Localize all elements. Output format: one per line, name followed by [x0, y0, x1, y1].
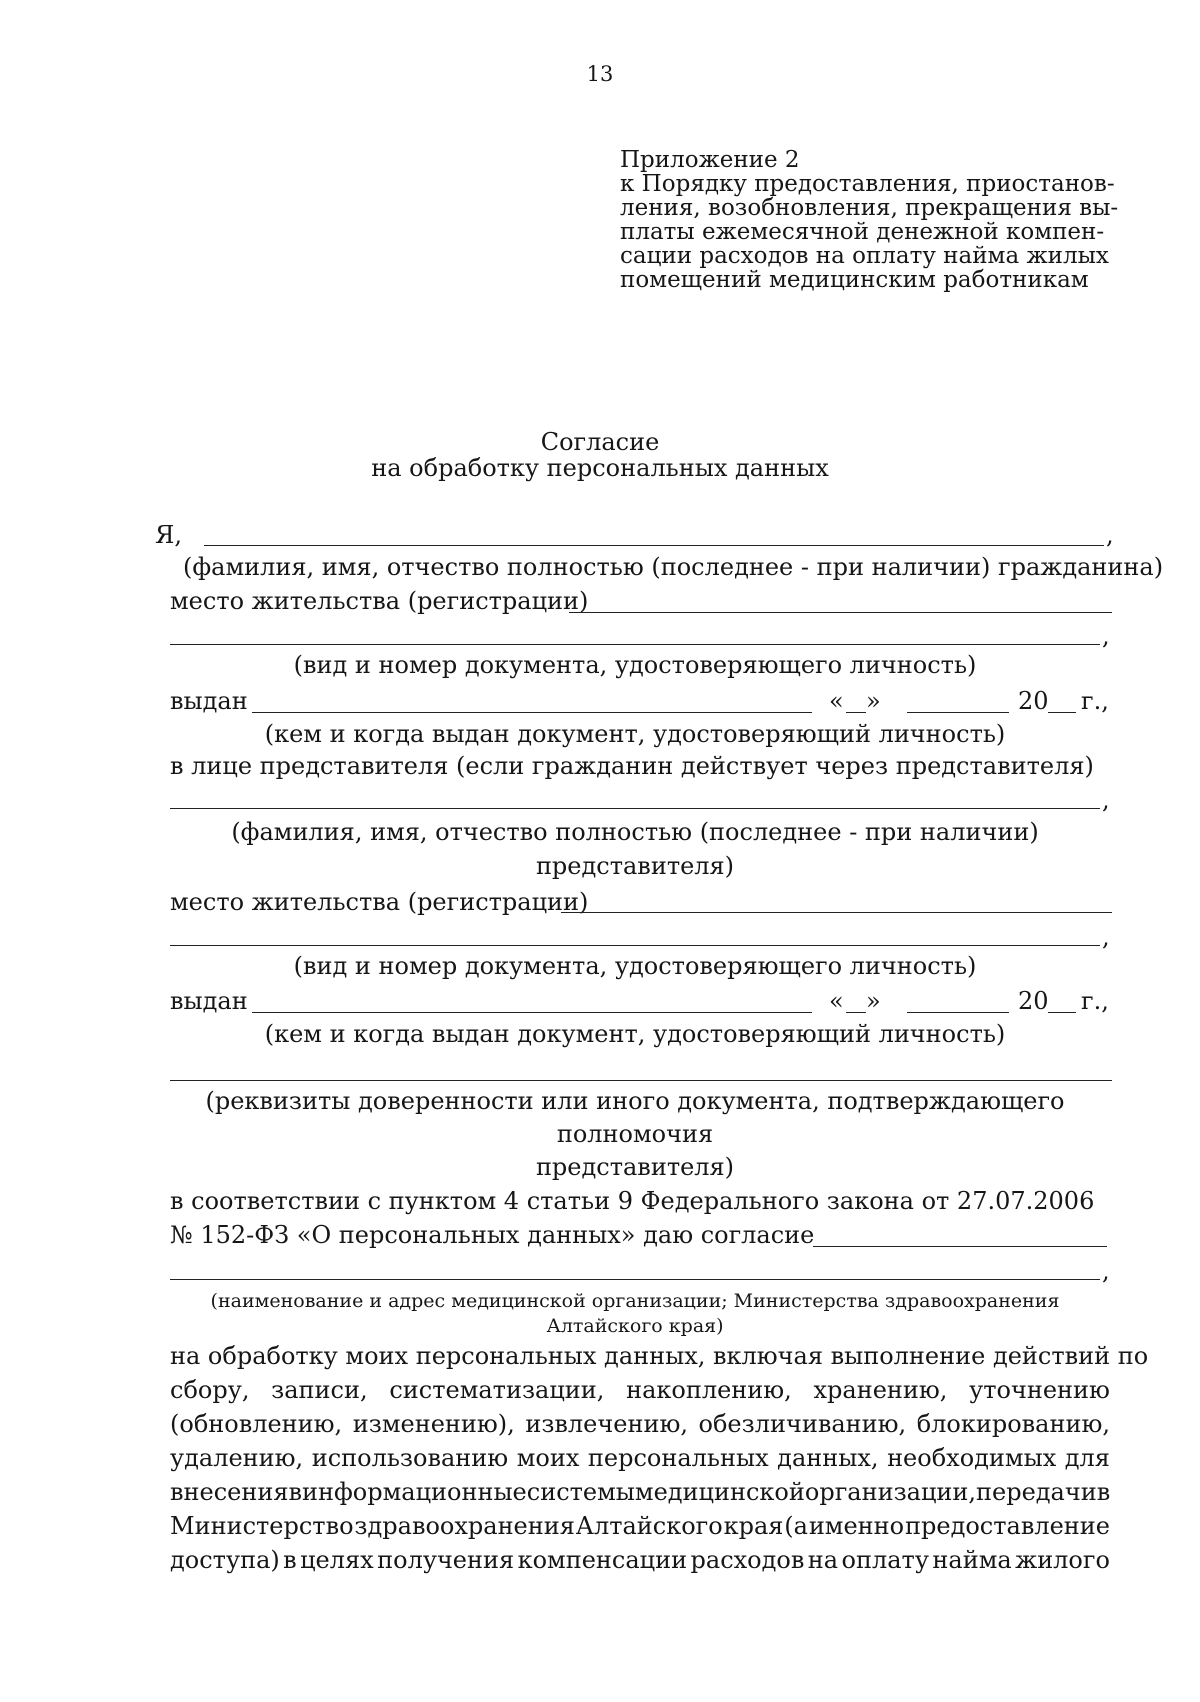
- word: оплату: [841, 1546, 929, 1574]
- date-quote-open: «: [829, 687, 844, 715]
- word: здравоохранения: [354, 1512, 575, 1540]
- appendix-line: к Порядку предоставления, приостанов-: [620, 171, 1115, 197]
- word: обезличиванию,: [698, 1410, 907, 1438]
- date-quote-open: «: [829, 987, 844, 1015]
- body-line-1: на обработку моих персональных данных, включая выполнение действий по: [170, 1342, 1149, 1370]
- hint-power-3: представителя): [535, 1153, 735, 1181]
- comma: ,: [1102, 786, 1110, 814]
- rep-month-field[interactable]: [907, 1012, 1009, 1013]
- hint-rep-fio-2: представителя): [535, 852, 735, 880]
- word: на: [807, 1546, 839, 1574]
- title-line-1: Согласие: [540, 428, 660, 456]
- title-line-2: на обработку персональных данных: [371, 454, 829, 482]
- word: внесения: [170, 1478, 289, 1506]
- word: организации,: [804, 1478, 977, 1506]
- organization-field-2[interactable]: [170, 1279, 1100, 1280]
- residence-label: место жительства (регистрации): [170, 587, 589, 615]
- representative-name-field[interactable]: [170, 808, 1100, 809]
- word: (а: [784, 1512, 808, 1540]
- hint-org-1: (наименование и адрес медицинской организации; Министерства здравоохранения: [210, 1290, 1060, 1312]
- issued-label-2: выдан: [170, 987, 248, 1015]
- residence-field-2[interactable]: [170, 644, 1100, 645]
- word: извлечению,: [525, 1410, 688, 1438]
- word: Алтайского: [575, 1512, 723, 1540]
- word: изменению),: [352, 1410, 515, 1438]
- year-suffix: г.,: [1081, 687, 1109, 715]
- word: медицинской: [634, 1478, 805, 1506]
- word: расходов: [690, 1546, 805, 1574]
- word: использованию: [311, 1444, 509, 1472]
- page-number: 13: [586, 62, 614, 86]
- year-field[interactable]: [1048, 712, 1076, 713]
- word: сбору,: [170, 1376, 250, 1404]
- law-line-2: № 152-ФЗ «О персональных данных» даю согласие: [170, 1221, 815, 1249]
- body-line-3: [170, 1410, 1110, 1438]
- hint-issued-2: (кем и когда выдан документ, удостоверяющий личность): [264, 1020, 1006, 1048]
- rep-issued-by-field[interactable]: [252, 1012, 812, 1013]
- hint-power-1: (реквизиты доверенности или иного документа, подтверждающего: [205, 1087, 1065, 1115]
- word: именно: [808, 1512, 905, 1540]
- word: Министерство: [170, 1512, 354, 1540]
- hint-rep-fio-1: (фамилия, имя, отчество полностью (последнее - при наличии): [231, 818, 1039, 846]
- word: уточнению: [969, 1376, 1110, 1404]
- year-suffix: г.,: [1081, 987, 1109, 1015]
- comma: ,: [1102, 622, 1110, 650]
- word: предоставление: [905, 1512, 1110, 1540]
- year-prefix: 20: [1018, 987, 1049, 1015]
- month-field[interactable]: [907, 712, 1009, 713]
- representative-label: в лице представителя (если гражданин действует через представителя): [170, 752, 1094, 780]
- ya-label: Я,: [155, 521, 183, 549]
- word: (обновлению,: [170, 1410, 343, 1438]
- date-quote-close: »: [866, 987, 881, 1015]
- citizen-name-field[interactable]: [204, 545, 1104, 546]
- hint-org-2: Алтайского края): [546, 1315, 724, 1337]
- appendix-line: ления, возобновления, прекращения вы-: [620, 195, 1119, 221]
- residence-label-2: место жительства (регистрации): [170, 888, 589, 916]
- rep-residence-field[interactable]: [561, 912, 1112, 913]
- day-field[interactable]: [846, 712, 866, 713]
- word: в: [288, 1478, 303, 1506]
- word: информационные: [302, 1478, 527, 1506]
- rep-year-field[interactable]: [1048, 1012, 1076, 1013]
- word: в: [1096, 1478, 1111, 1506]
- comma: ,: [1102, 1257, 1110, 1285]
- issued-by-field[interactable]: [252, 712, 812, 713]
- word: передачи: [976, 1478, 1097, 1506]
- word: необходимых: [887, 1444, 1057, 1472]
- word: данных,: [777, 1444, 879, 1472]
- body-line-5: [170, 1478, 1110, 1506]
- body-line-2: [170, 1376, 1110, 1404]
- rep-residence-field-2[interactable]: [170, 945, 1100, 946]
- appendix-line: платы ежемесячной денежной компен-: [620, 219, 1105, 245]
- rep-day-field[interactable]: [846, 1012, 866, 1013]
- word: систематизации,: [389, 1376, 605, 1404]
- comma: ,: [1102, 923, 1110, 951]
- word: накоплению,: [626, 1376, 792, 1404]
- document-title: [0, 429, 1200, 481]
- law-line-1: в соответствии с пунктом 4 статьи 9 Федерального закона от 27.07.2006: [170, 1187, 1095, 1215]
- word: системы: [526, 1478, 635, 1506]
- date-quote-close: »: [866, 687, 881, 715]
- word: получения: [377, 1546, 515, 1574]
- word: для: [1064, 1444, 1110, 1472]
- residence-field[interactable]: [569, 612, 1112, 613]
- appendix-title: Приложение 2: [620, 147, 800, 173]
- word: персональных: [587, 1444, 769, 1472]
- word: жилого: [1015, 1546, 1110, 1574]
- word: компенсации: [517, 1546, 688, 1574]
- word: доступа): [170, 1546, 280, 1574]
- appendix-block: [620, 148, 1120, 292]
- word: удалению,: [170, 1444, 304, 1472]
- power-of-attorney-field[interactable]: [170, 1080, 1112, 1081]
- appendix-line: сации расходов на оплату найма жилых: [620, 243, 1109, 269]
- body-line-6: [170, 1512, 1110, 1540]
- hint-document-2: (вид и номер документа, удостоверяющего личность): [293, 952, 977, 980]
- hint-power-2: полномочия: [556, 1120, 714, 1148]
- issued-label: выдан: [170, 687, 248, 715]
- word: записи,: [271, 1376, 368, 1404]
- appendix-line: помещений медицинским работникам: [620, 267, 1089, 293]
- hint-issued: (кем и когда выдан документ, удостоверяющий личность): [264, 720, 1006, 748]
- hint-citizen-fio: (фамилия, имя, отчество полностью (последнее - при наличии) гражданина): [183, 553, 1164, 581]
- body-line-7: [170, 1546, 1110, 1574]
- hint-document: (вид и номер документа, удостоверяющего личность): [293, 651, 977, 679]
- word: целях: [300, 1546, 374, 1574]
- word: хранению,: [813, 1376, 948, 1404]
- word: моих: [516, 1444, 580, 1472]
- word: блокированию,: [916, 1410, 1110, 1438]
- comma: ,: [1106, 521, 1114, 549]
- word: края: [723, 1512, 784, 1540]
- year-prefix: 20: [1018, 687, 1049, 715]
- word: найма: [932, 1546, 1012, 1574]
- body-line-4: [170, 1444, 1110, 1472]
- organization-field[interactable]: [813, 1246, 1107, 1247]
- word: в: [283, 1546, 297, 1574]
